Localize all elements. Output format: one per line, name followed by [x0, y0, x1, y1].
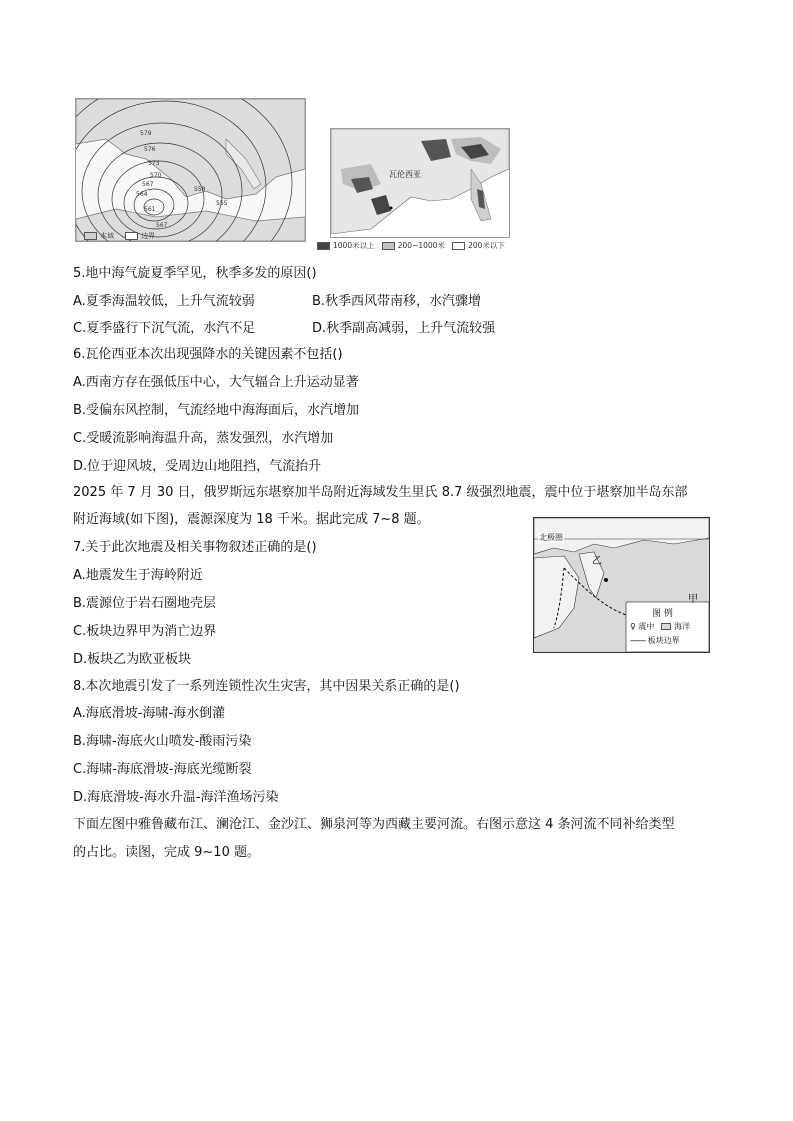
plate-a-label: 甲	[688, 594, 698, 605]
q7-stem: 7.关于此次地震及相关事物叙述正确的是()	[73, 540, 317, 555]
q5-option-d[interactable]: D.秋季副高减弱，上升气流较强	[312, 321, 496, 336]
isobar-label: 558	[194, 186, 206, 193]
intro-9-10-line2: 的占比。读图，完成 9~10 题。	[73, 845, 260, 860]
mid-elevation-swatch-icon	[382, 242, 395, 250]
legend-mid-label: 200~1000米	[397, 241, 445, 250]
legend-row-epicenter	[630, 621, 690, 632]
isobar-label: 555	[216, 200, 228, 207]
legend-title: 图 例	[652, 609, 673, 619]
intro-7-8-line1: 2025 年 7 月 30 日，俄罗斯远东堪察加半岛附近海域发生里氏 8.7 级强烈地震，震中位于堪察加半岛东部	[73, 485, 688, 500]
terrain-map-figure	[330, 128, 510, 238]
kamchatka-map-figure	[533, 517, 710, 653]
legend-land-label: 本域	[100, 232, 114, 240]
isobar-label: 567	[142, 181, 154, 188]
isobar-label: 570	[150, 172, 162, 179]
isobar-label: 576	[144, 146, 156, 153]
terrain-map	[331, 129, 509, 237]
q6-option-a[interactable]: A.西南方存在强低压中心，大气辐合上升运动显著	[73, 375, 359, 390]
isobar-label: 561	[144, 206, 156, 213]
epicenter-pin-icon: ♀	[630, 622, 636, 631]
q8-option-b[interactable]: B.海啸-海底火山喷发-酸雨污染	[73, 734, 252, 749]
q7-option-c[interactable]: C.板块边界甲为消亡边界	[73, 624, 217, 639]
q8-option-d[interactable]: D.海底滑坡-海水升温-海洋渔场污染	[73, 790, 279, 805]
q5-stem: 5.地中海气旋夏季罕见，秋季多发的原因()	[73, 266, 317, 281]
q7-option-d[interactable]: D.板块乙为欧亚板块	[73, 652, 192, 667]
q6-option-d[interactable]: D.位于迎风坡，受周边山地阻挡，气流抬升	[73, 459, 322, 474]
legend-boundary-label: 边界	[141, 232, 156, 240]
intro-7-8-line2: 附近海域(如下图)，震源深度为 18 千米。据此完成 7~8 题。	[73, 512, 430, 527]
q8-option-c[interactable]: C.海啸-海底滑坡-海底光缆断裂	[73, 762, 252, 777]
plate-b-label: 乙	[592, 556, 602, 567]
arctic-circle-label: 北极圈	[539, 533, 563, 542]
legend-low-label: 200米以下	[468, 241, 505, 250]
q8-stem: 8.本次地震引发了一系列连锁性次生灾害，其中因果关系正确的是()	[73, 679, 460, 694]
q7-option-b[interactable]: B.震源位于岩石圈地壳层	[73, 596, 217, 611]
high-elevation-swatch-icon	[317, 242, 330, 250]
low-elevation-swatch-icon	[452, 242, 465, 250]
legend-epicenter-label: 震中	[638, 622, 655, 631]
q6-option-b[interactable]: B.受偏东风控制，气流经地中海海面后，水汽增加	[73, 403, 360, 418]
q5-option-c[interactable]: C.夏季盛行下沉气流，水汽不足	[73, 321, 256, 336]
q5-options-row2	[73, 321, 713, 337]
legend-high-label: 1000米以上	[333, 241, 375, 250]
boundary-swatch-icon	[125, 232, 138, 240]
legend-row-boundary	[630, 635, 680, 646]
land-swatch-icon	[84, 232, 97, 240]
q6-option-c[interactable]: C.受暖流影响海温升高，蒸发强烈，水汽增加	[73, 431, 334, 446]
valencia-label: 瓦伦西亚	[389, 170, 421, 179]
isobar-map	[76, 99, 305, 241]
q5-option-b[interactable]: B.秋季西风带南移，水汽骤增	[312, 294, 482, 309]
isobar-map-figure	[75, 98, 306, 242]
q7-option-a[interactable]: A.地震发生于海岭附近	[73, 568, 203, 583]
isobar-label: 573	[148, 160, 160, 167]
figure1-legend	[84, 231, 155, 241]
figure2-legend	[317, 240, 505, 251]
ocean-swatch-icon	[661, 623, 671, 630]
q6-stem: 6.瓦伦西亚本次出现强降水的关键因素不包括()	[73, 347, 343, 362]
dashed-line-icon: --------	[630, 636, 646, 645]
isobar-label: 567	[156, 222, 168, 229]
q5-option-a[interactable]: A.夏季海温较低，上升气流较弱	[73, 294, 255, 309]
legend-boundary-label: 板块边界	[647, 636, 680, 645]
legend-ocean-label: 海洋	[673, 622, 690, 631]
q5-options-row1	[73, 294, 713, 310]
isobar-label: 564	[136, 191, 148, 198]
intro-9-10-line1: 下面左图中雅鲁藏布江、澜沧江、金沙江、狮泉河等为西藏主要河流。右图示意这 4 条河流不同补给类型	[73, 817, 675, 832]
q8-option-a[interactable]: A.海底滑坡-海啸-海水倒灌	[73, 706, 226, 721]
isobar-label: 579	[140, 130, 152, 137]
